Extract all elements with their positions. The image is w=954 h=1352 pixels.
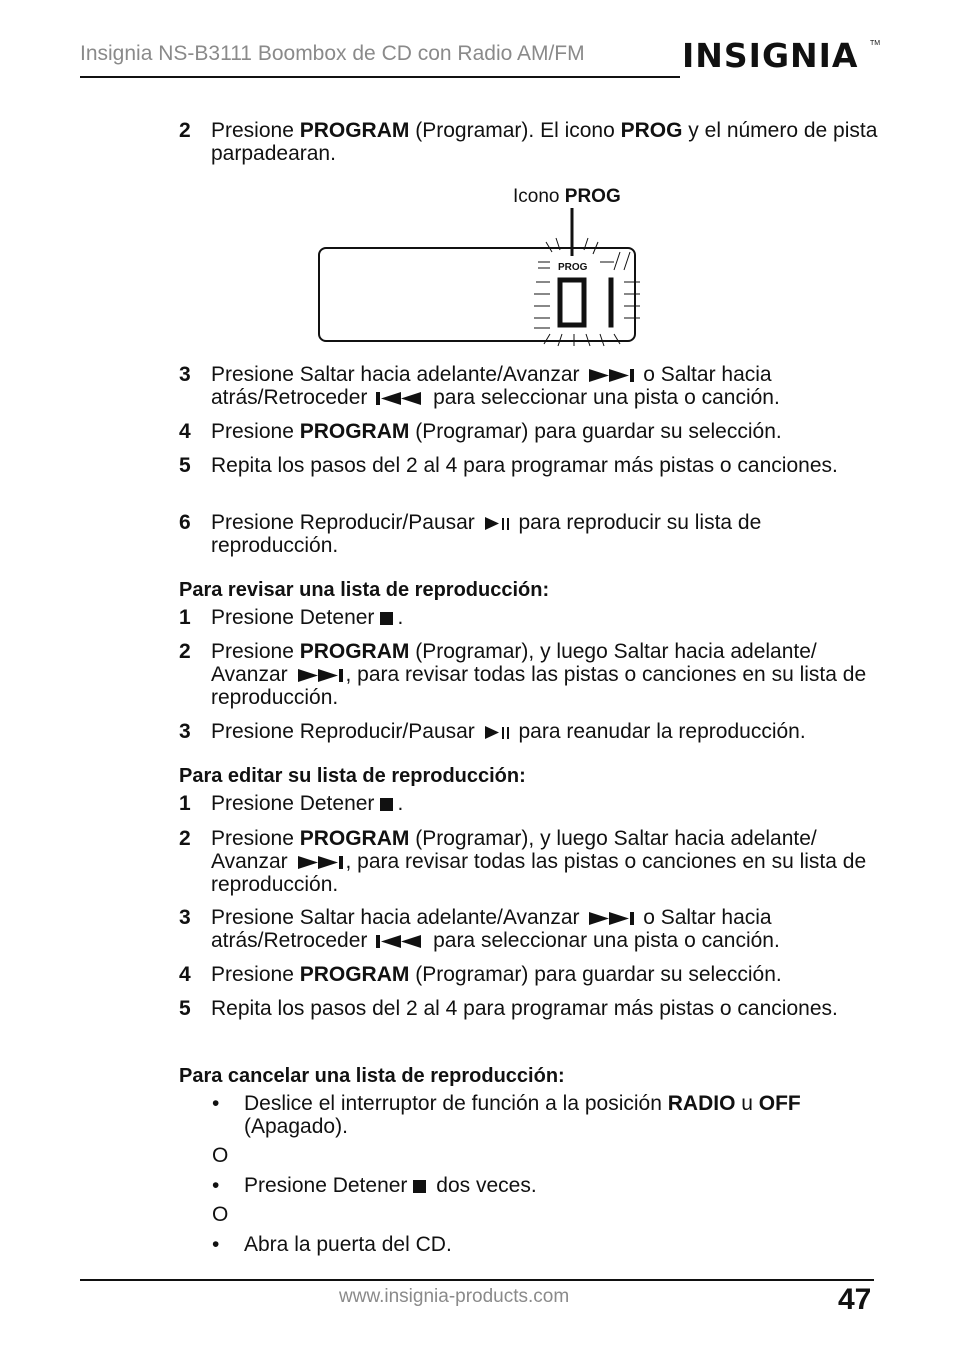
play-pause-icon bbox=[481, 724, 513, 741]
section-heading-edit: Para editar su lista de reproducción: bbox=[179, 765, 526, 787]
page-number: 47 bbox=[838, 1283, 872, 1316]
stop-icon bbox=[413, 1180, 426, 1193]
skip-forward-icon bbox=[585, 910, 637, 927]
bullet-text: Deslice el interruptor de función a la posición RADIO u OFF (Apagado). bbox=[244, 1092, 801, 1138]
step-number: 6 bbox=[179, 511, 191, 534]
step-text: Presione Saltar hacia adelante/Avanzar o Saltar hacia atrás/Retroceder para seleccionar una pista o canción. bbox=[211, 906, 780, 952]
section-heading-cancel: Para cancelar una lista de reproducción: bbox=[179, 1065, 565, 1087]
step-text: Repita los pasos del 2 al 4 para programar más pistas o canciones. bbox=[211, 454, 838, 477]
step-number: 4 bbox=[179, 420, 191, 443]
bullet-marker: • bbox=[212, 1233, 220, 1256]
step-text: Repita los pasos del 2 al 4 para programar más pistas o canciones. bbox=[211, 997, 838, 1020]
skip-forward-icon bbox=[294, 854, 346, 871]
step-text: Presione Reproducir/Pausar para reproducir su lista de reproducción. bbox=[211, 511, 762, 557]
step-text: Presione PROGRAM (Programar), y luego Saltar hacia adelante/ Avanzar , para revisar todas las pistas o canciones en su lista de reproducción. bbox=[211, 640, 867, 709]
play-pause-icon bbox=[481, 515, 513, 532]
footer-url: www.insignia-products.com bbox=[339, 1286, 570, 1307]
stop-icon bbox=[380, 798, 393, 811]
header-divider bbox=[80, 76, 680, 78]
section-heading-review: Para revisar una lista de reproducción: bbox=[179, 579, 550, 601]
step-number: 4 bbox=[179, 963, 191, 986]
step-number: 1 bbox=[179, 792, 191, 815]
step-text: Presione PROGRAM (Programar), y luego Saltar hacia adelante/ Avanzar , para revisar todas las pistas o canciones en su lista de reproducción. bbox=[211, 827, 867, 896]
bullet-marker: • bbox=[212, 1174, 220, 1197]
skip-forward-icon bbox=[585, 367, 637, 384]
bullet-text: Abra la puerta del CD. bbox=[244, 1233, 452, 1256]
lcd-display-icon bbox=[318, 184, 648, 350]
step-text: Presione Reproducir/Pausar para reanudar la reproducción. bbox=[211, 720, 806, 743]
prog-icon-text: PROG bbox=[558, 262, 588, 273]
bullet-marker: • bbox=[212, 1092, 220, 1115]
step-number: 3 bbox=[179, 720, 191, 743]
step-text: Presione Detener . bbox=[211, 606, 404, 629]
step-text: Presione PROGRAM (Programar) para guardar su selección. bbox=[211, 420, 782, 443]
bullet-text: Presione Detener dos veces. bbox=[244, 1174, 537, 1197]
skip-forward-icon bbox=[294, 667, 346, 684]
step-text: Presione PROGRAM (Programar). El icono PROG y el número de pista parpadearan. bbox=[211, 119, 878, 165]
logo-trademark: TM bbox=[870, 40, 881, 47]
footer-divider bbox=[80, 1279, 874, 1281]
or-separator: O bbox=[212, 1203, 229, 1226]
step-number: 3 bbox=[179, 363, 191, 386]
or-separator: O bbox=[212, 1144, 229, 1167]
step-text: Presione Saltar hacia adelante/Avanzar o Saltar hacia atrás/Retroceder para seleccionar una pista o canción. bbox=[211, 363, 780, 409]
stop-icon bbox=[380, 612, 393, 625]
step-number: 1 bbox=[179, 606, 191, 629]
skip-back-icon bbox=[373, 390, 427, 407]
step-number: 2 bbox=[179, 827, 191, 850]
step-number: 5 bbox=[179, 997, 191, 1020]
step-number: 5 bbox=[179, 454, 191, 477]
skip-back-icon bbox=[373, 933, 427, 950]
header-title: Insignia NS-B3111 Boombox de CD con Radio AM/FM bbox=[80, 42, 585, 65]
lcd-display-figure bbox=[318, 184, 648, 350]
logo-text: INSIGNIA bbox=[682, 36, 859, 75]
step-text: Presione PROGRAM (Programar) para guardar su selección. bbox=[211, 963, 782, 986]
display-digits-01 bbox=[560, 280, 611, 325]
figure-label: Icono PROG bbox=[513, 186, 621, 207]
step-number: 2 bbox=[179, 119, 191, 142]
step-number: 2 bbox=[179, 640, 191, 663]
insignia-logo bbox=[682, 36, 881, 75]
step-number: 3 bbox=[179, 906, 191, 929]
step-text: Presione Detener . bbox=[211, 792, 404, 815]
